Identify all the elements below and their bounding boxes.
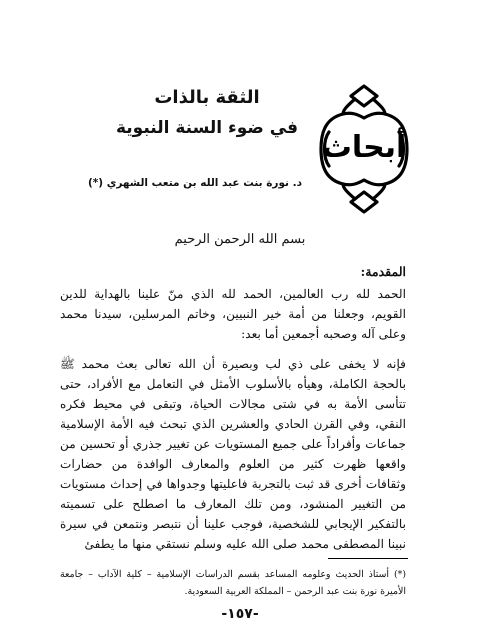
paragraph-2: فإنه لا يخفى على ذي لب وبصيرة أن الله تعالى بعث محمد ﷺ بالحجة الكاملة، وهيأه بالأسلوب الأمثل في التعامل مع الأفراد، حتى تتأسى الأمة به في شتى مجالات الحياة، وتبقى في محيط فكره النقي، وفي القرن الحادي والعشرين الذي تبحث فيه الأمة الإسلامية جماعات وأفراداً على جميع المستويات عن تغيير جذري أو تحسين من واقعها ظهرت كثير من العلوم والمعارف الوافدة من حضارات وثقافات أخرى قد ثبت بالتجربة فاعليتها وجدواها في إحداث مستويات من التغيير المنشود، ومن تلك المعارف ما اصطلح على تسميته بالتفكير الإيجابي للشخصية، فوجب علينا أن نتبصر ونتمعن في سيرة نبينا المصطفى محمد صلى الله عليه وسلم نستقي منها ما يطفئ — [60, 357, 406, 551]
page-number: -١٥٧- — [221, 606, 259, 622]
footnote-divider — [328, 558, 408, 559]
body-text — [60, 284, 406, 554]
article-title — [102, 86, 312, 140]
title-line-2: في ضوء السنة النبوية — [115, 118, 299, 138]
paragraph-1: الحمد لله رب العالمين، الحمد لله الذي منّ علينا بالهداية للدين القويم، وجعلنا من أمة خير النبيين، وخاتم المرسلين، سيدنا محمد وعلى آله وصحبه أجمعين أما بعد: — [60, 287, 406, 341]
author-line: د. نورة بنت عبد الله بن متعب الشهري (*) — [87, 177, 303, 189]
basmala: بسم الله الرحمن الرحيم — [174, 232, 306, 247]
section-heading: المقدمة: — [360, 264, 406, 279]
footnote: (*) أستاذ الحديث وعلومه المساعد بقسم الدراسات الإسلامية – كلية الآداب – جامعة الأميرة نورة بنت عبد الرحمن – المملكة العربية السعودية. — [60, 569, 406, 597]
section-emblem — [313, 82, 415, 216]
title-line-1: الثقة بالذات — [154, 87, 260, 108]
emblem-label: أبحاث — [321, 130, 407, 165]
